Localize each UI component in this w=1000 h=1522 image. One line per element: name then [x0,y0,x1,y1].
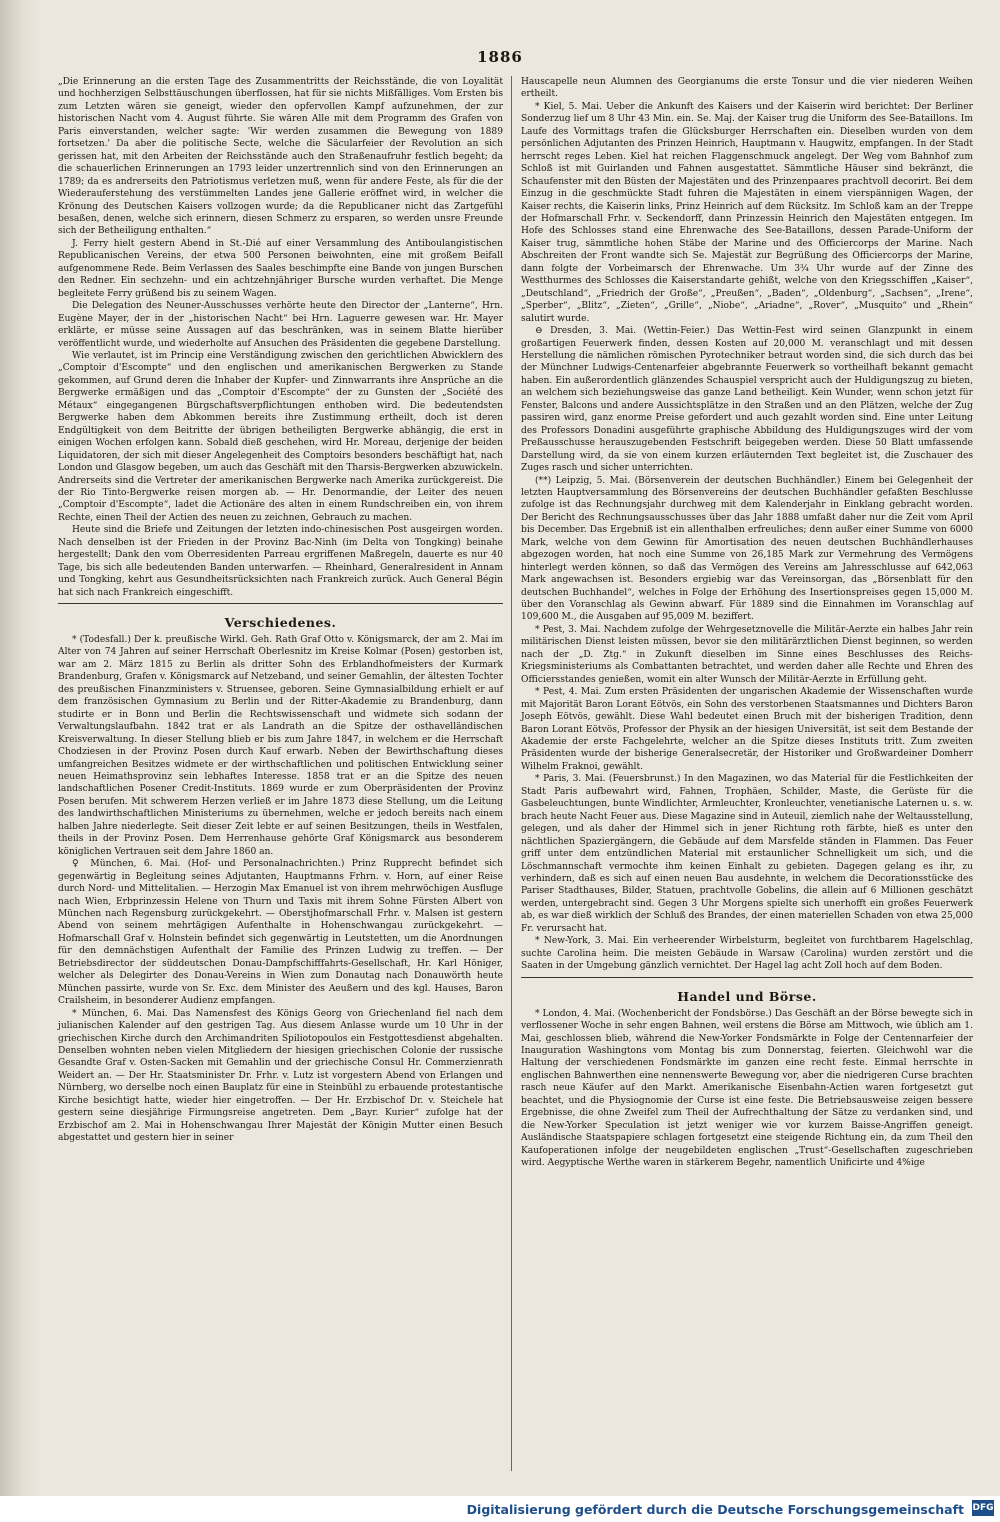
news-item: * Paris, 3. Mai. (Feuersbrunst.) In den Magazinen, wo das Material für die Festlichkeiten der Stadt Paris aufbewahrt wird, Fahnen, Trophäen, Schilder, Maste, die Gerüste für die Gasbeleuchtungen, bunte Windlichter, Armleuchter, Kronleuchter, venetianische Laternen u. s. w. brach heute Nacht Feuer aus. Diese Magazine sind in Auteuil, ziemlich nahe der Weltausstellung, gelegen, und als daher der Himmel sich in jener Richtung roth färbte, hieß es unter den nächtlichen Spaziergängern, die Gebäude auf dem Marsfelde ständen in Flammen. Das Feuer griff unter dem entzündlichen Material mit erstaunlicher Schnelligkeit um sich, und die Löschmannschaft vermochte ihm keinen Einhalt zu gebieten. Dagegen gelang es ihr, zu verhindern, daß es sich auf einen neuen Bau ausdehnte, in welchem die Decorationsstücke des Pariser Stadthauses, Bilder, Statuen, prachtvolle Gobelins, die allein auf 6 Millionen geschätzt werden, untergebracht sind. Gegen 3 Uhr Morgens spielte sich unerhofft ein großes Feuerwerk ab, es war dieß wirklich der Schluß des Brandes, der einen materiellen Schaden von etwa 25,000 Fr. verursacht hat. [521,774,973,934]
news-item: * London, 4. Mai. (Wochenbericht der Fondsbörse.) Das Geschäft an der Börse bewegte sich in verflossener Woche in sehr engen Bahnen, weil erstens die Börse am Mittwoch, wie üblich am 1. Mai, geschlossen blieb, während die New-Yorker Fondsmärkte in Folge der Centennarfeier der Inauguration Washingtons vom Montag bis zum Donnerstag, feierten. Gleichwohl war die Haltung der verschiedenen Fondsmärkte im ganzen eine recht feste. Einmal herrschte in englischen Bahnwerthen eine nennenswerte Bewegung vor, aber die niedrigeren Curse brachten rasch neue Käufer auf den Markt. Amerikanische Eisenbahn-Actien waren fortgesetzt gut beachtet, und die Physiognomie der Curse ist eine feste. Die Betriebsausweise zeigen bessere Ergebnisse, die ohne Zweifel zum Theil der Aufrechthaltung der Sätze zu verdanken sind, und die New-Yorker Speculation ist jetzt weniger wie vor kurzem Baisse-Angriffen geneigt. Ausländische Staatspapiere schlagen fortgesetzt eine steigende Richtung ein, da zum Theil den Kaufoperationen infolge der neugebildeten englischen „Trust“-Gesellschaften zugeschrieben wird. Aegyptische Werthe waren in stärkerem Begehr, namentlich Unificirte und 4%ige [521,1008,973,1169]
article-paragraph: Die Delegation des Neuner-Ausschusses verhörte heute den Director der „Lanterne“, Hrn. Eugène Mayer, der in der „historischen Nacht“ bei Hrn. Laguerre gewesen war. Hr. Mayer erklärte, er müsse seine Aussagen auf das beschränken, was in seinem Blatte hierüber veröffentlicht wurde, und wiederholte auf Ansuchen des Präsidenten die gegebene Darstellung. [58,301,503,349]
dfg-logo-icon[interactable]: DFG [972,1500,994,1516]
news-item: Hauscapelle neun Alumnen des Georgianums die erste Tonsur und die vier niederen Weihen ertheilt. [521,77,973,100]
section-title-verschiedenes: Verschiedenes. [224,615,337,631]
news-item: * Pest, 4. Mai. Zum ersten Präsidenten der ungarischen Akademie der Wissenschaften wurde mit Majorität Baron Lorant Eötvös, ein Sohn des verstorbenen Staatsmannes und Dichters Baron Joseph Eötvös, gewählt. Diese Wahl bedeutet einen Bruch mit der bisherigen Tradition, denn Baron Lorant Eötvös, Professor der Physik an der hiesigen Universität, ist seit dem Bestande der Akademie der erste Fachgelehrte, welcher an die Spitze dieses Instituts tritt. Zum zweiten Präsidenten wurde der bisherige Generalsecretär, der Historiker und Großwardeiner Domherr Wilhelm Fraknoi, gewählt. [521,687,973,772]
section-rule [58,603,503,604]
footer-bar [0,1496,1000,1522]
article-paragraph: „Die Erinnerung an die ersten Tage des Zusammentritts der Reichsstände, die von Loyalität und hochherzigen Selbsttäuschungen überflossen, hat für sie nichts Mißfälliges. Vom Ersten bis zum Letzten wären sie geneigt, wieder den opfervollen Kampf aufzunehmen, der zur historischen Nacht vom 4. August führte. Sie wären Alle mit dem Programm des Grafen von Paris einverstanden, welcher sagte: 'Wir werden zusammen die Bewegung von 1889 fortsetzen.' Da aber die politische Secte, welche die Säcularfeier der Revolution an sich gerissen hat, mit den Arbeiten der Reichsstände auch den Straßenaufruhr festlich begeht; da die schauerlichen Erinnerungen an 1793 leider unzertrennlich sind von den Erinnerungen an 1789; da es andrerseits den Patriotismus verletzen muß, wenn für andere Feste, als für die der Wiederauferstehung des verstümmelten Landes jene Gallerie eröffnet wird, in welcher die Krönung des Deutschen Kaisers vollzogen wurde; da die Republicaner nicht das Zartgefühl besaßen, denen, welche sich erinnern, diesen Schmerz zu ersparen, so werden unsre Freunde sich der Betheiligung enthalten.“ [58,77,503,237]
page-number: 1886 [477,48,523,66]
news-item: * (Todesfall.) Der k. preußische Wirkl. Geh. Rath Graf Otto v. Königsmarck, der am 2. Mai im Alter von 74 Jahren auf seiner Herrschaft Oberlesnitz im Kreise Kolmar (Posen) gestorben ist, war am 2. März 1815 zu Berlin als dritter Sohn des Erblandhofmeisters der Kurmark Brandenburg, Grafen v. Königsmarck auf Netzeband, und seiner Gemahlin, der ältesten Tochter des preußischen Finanzministers v. Struensee, geboren. Seine Gymnasialbildung erhielt er auf dem französischen Gymnasium zu Berlin und der Ritter-Akademie zu Brandenburg, dann studirte er in Bonn und Berlin die Rechtswissenschaft und widmete sich sodann der Verwaltungslaufbahn. 1842 trat er als Landrath an die Spitze der osthavelländischen Kreisverwaltung. In dieser Stellung blieb er bis zum Jahre 1847, in welchem er die Herrschaft Chodziesen in der Provinz Posen durch Kauf erwarb. Neben der Bewirthschaftung dieses umfangreichen Besitzes widmete er der wirthschaftlichen und politischen Entwicklung seiner neuen Heimathsprovinz sein lebhaftes Interesse. 1858 trat er an die Spitze des neuen landschaftlichen Posener Credit-Instituts. 1869 wurde er zum Oberpräsidenten der Provinz Posen berufen. Mit schwerem Herzen verließ er im Jahre 1873 diese Stellung, um die Leitung des landwirthschaftlichen Ministeriums zu übernehmen, welche er jedoch bereits nach einem halben Jahre niederlegte. Seit dieser Zeit lebte er auf seinen Besitzungen, theils in Westfalen, theils in der Provinz Posen. Dem Herrenhause gehörte Graf Königsmarck aus besonderem königlichen Vertrauen seit dem Jahre 1860 an. [58,635,503,857]
left-column [58,76,503,1145]
article-paragraph: Wie verlautet, ist im Princip eine Verständigung zwischen den gerichtlichen Abwicklern des „Comptoir d'Escompte“ und den englischen und amerikanischen Bergwerken zu Stande gekommen, auf Grund deren die Inhaber der Kupfer- und Zinnwarrants ihre Ansprüche an die Bergwerke ermäßigen und das „Comptoir d'Escompte“ der zu Gunsten der „Société des Métaux“ eingegangenen Bürgschaftsverpflichtungen enthoben wird. Die bedeutendsten Bergwerke haben dem Abkommen bereits ihre Zustimmung ertheilt, doch ist deren Endgültigkeit von dem Beitritte der übrigen betheiligten Bergwerke abhängig, die erst in einigen Wochen erfolgen kann. Sobald dieß geschehen, wird Hr. Moreau, derjenige der beiden Liquidatoren, der sich mit dieser Angelegenheit des Comptoirs besonders beschäftigt hat, nach London und Glasgow begeben, um auch das Geschäft mit den Tharsis-Bergwerken abzuwickeln. Andrerseits sind die Vertreter der amerikanischen Bergwerke nach Amerika zurückgereist. Die der Rio Tinto-Bergwerke reisen morgen ab. — Hr. Denormandie, der Leiter des neuen „Comptoir d'Escompte“, ladet die Actionäre des alten in einem Rundschreiben ein, von ihrem Rechte, einen Theil der Actien des neuen zu zeichnen, Gebrauch zu machen. [58,350,503,523]
news-item: * New-York, 3. Mai. Ein verheerender Wirbelsturm, begleitet von furchtbarem Hagelschlag, suchte Carolina heim. Die meisten Gebäude in Warsaw (Carolina) wurden zerstört und die Saaten in der Umgebung gänzlich vernichtet. Der Hagel lag acht Zoll hoch auf dem Boden. [521,936,973,972]
news-item: (**) Leipzig, 5. Mai. (Börsenverein der deutschen Buchhändler.) Einem bei Gelegenheit der letzten Hauptversammlung des Börsenvereins der deutschen Buchhändler gefaßten Beschlusse zufolge ist das Rechnungsjahr durchweg mit dem Kalenderjahr in Einklang gebracht worden. Der Bericht des Rechnungsausschusses über das Jahr 1888 umfaßt daher nur die Zeit vom April bis December. Das Ergebniß ist ein allenthalben erfreuliches; denn außer einer Summe von 6000 Mark, welche von dem Gewinn für Amortisation des neuen deutschen Buchhändlerhauses abgezogen worden, hat noch eine Summe von 26,185 Mark zur Vermehrung des Vermögens hinterlegt werden können, so daß das Vermögen des Vereins am Jahresschlusse auf 642,063 Mark angewachsen ist. Besonders ergiebig war das Vereinsorgan, das „Börsenblatt für den deutschen Buchhandel“, welches in Folge der Erhöhung des Insertionspreises gegen 15,000 M. über den Voranschlag als Gewinn abwarf. Für 1889 sind die Einnahmen im Voranschlag auf 109,600 M., die Ausgaben auf 95,009 M. beziffert. [521,475,973,623]
section-title-handel-und-boerse: Handel und Börse. [677,988,817,1004]
article-paragraph: J. Ferry hielt gestern Abend in St.-Dié auf einer Versammlung des Antiboulangistischen Republicanischen Vereins, der etwa 500 Personen beiwohnten, eine mit großem Beifall aufgenommene Rede. Beim Verlassen des Saales beschimpfte eine Bande von jungen Burschen den Redner. Ein sechzehn- und ein achtzehnjähriger Bursche wurden verhaftet. Die Menge begleitete Ferry grüßend bis zu seinem Wagen. [58,238,503,299]
news-item: ⊖ Dresden, 3. Mai. (Wettin-Feier.) Das Wettin-Fest wird seinen Glanzpunkt in einem großartigen Feuerwerk finden, dessen Kosten auf 20,000 M. veranschlagt und mit dessen Herstellung die nämlichen römischen Pyrotechniker betraut worden sind, die sich durch das bei der Münchner Ludwigs-Centenarfeier abgebrannte Feuerwerk so vortheilhaft bekannt gemacht haben. Ein außerordentlich glänzendes Schauspiel verspricht auch der Huldigungszug zu bieten, an welchem sich beziehungsweise das ganze Land betheiligt. Kein Wunder, wenn schon jetzt für Fenster, Balcons und andere Aussichtsplätze in den Straßen und an den Plätzen, welche der Zug passiren wird, ganz enorme Preise gefordert und auch gezahlt worden sind. Eine unter Leitung des Professors Donadini ausgeführte graphische Abbildung des Huldigungszuges wird der vom Preßausschusse herauszugebenden Festschrift beigegeben werden. Diese 50 Blatt umfassende Darstellung wird, da sie von einem kurzen erläuternden Text begleitet ist, die Zuschauer des Zuges rasch und sicher unterrichten. [521,326,973,474]
right-column [521,76,973,1170]
news-item: ♀ München, 6. Mai. (Hof- und Personalnachrichten.) Prinz Rupprecht befindet sich gegenwärtig in Begleitung seines Adjutanten, Hauptmanns Frhrn. v. Horn, auf einer Reise durch Nord- und Mittelitalien. — Herzogin Max Emanuel ist von ihrem mehrwöchigen Ausfluge nach Wien, Erbprinzessin Helene von Thurn und Taxis mit ihrem Sohne Fürsten Albert von München nach Regensburg zurückgekehrt. — Oberstjhofmarschall Frhr. v. Malsen ist gestern Abend von seinem mehrtägigen Aufenthalte in Hohenschwangau zurückgekehrt. — Hofmarschall Graf v. Holnstein befindet sich gegenwärtig in Leutstetten, um die Anordnungen für den demnächstigen Aufenthalt der Familie des Prinzen Ludwig zu treffen. — Der Betriebsdirector der süddeutschen Donau-Dampfschifffahrts-Gesellschaft, Hr. Karl Höniger, welcher als Delegirter des Donau-Vereins in Wien zum Donautag nach Donauwörth heute München passirte, wurde von Sr. Exc. dem Minister des Aeußern und des kgl. Hauses, Baron Crailsheim, in besonderer Audienz empfangen. [58,859,503,1007]
news-item: * München, 6. Mai. Das Namensfest des Königs Georg von Griechenland fiel nach dem julianischen Kalender auf den gestrigen Tag. Aus diesem Anlasse wurde um 10 Uhr in der griechischen Kirche durch den Archimandriten Spiliotopoulos ein Festgottesdienst abgehalten. Denselben wohnten neben vielen Mitgliedern der hiesigen griechischen Colonie der russische Gesandte Graf v. Osten-Sacken mit Gemahlin und der griechische Consul Hr. Commerzienrath Weidert an. — Der Hr. Staatsminister Dr. Frhr. v. Lutz ist vorgestern Abend von Erlangen und Nürnberg, wo derselbe noch einen Bauplatz für eine in Steinbühl zu erbauende protestantische Kirche besichtigt hatte, wieder hier eingetroffen. — Der Hr. Erzbischof Dr. v. Steichele hat gestern seine diesjährige Firmungsreise angetreten. Dem „Bayr. Kurier“ zufolge hat der Erzbischof am 2. Mai in Hohenschwangau Ihrer Majestät der Königin Mutter einen Besuch abgestattet und gestern hier in seiner [58,1008,503,1144]
funding-credit[interactable]: Digitalisierung gefördert durch die Deutsche Forschungsgemeinschaft [466,1502,964,1517]
column-divider [511,76,512,1471]
page-fold-shadow [0,0,40,1522]
news-item: * Pest, 3. Mai. Nachdem zufolge der Wehrgesetznovelle die Militär-Aerzte ein halbes Jahr rein militärischen Dienst leisten müssen, bevor sie den militärärztlichen Dienst beginnen, so werden nach der „D. Ztg.“ in Zukunft dieselben im Sinne eines Beschlusses des Reichs-Kriegsministeriums als Combattanten betrachtet, und werden daher alle Rechte und Ehren des Officiersstandes genießen, womit ein alter Wunsch der Militär-Aerzte in Erfüllung geht. [521,624,973,685]
article-paragraph: Heute sind die Briefe und Zeitungen der letzten indo-chinesischen Post ausgeirgen worden. Nach denselben ist der Frieden in der Provinz Bac-Ninh (im Delta von Tongking) beinahe hergestellt; Dank den vom Oberresidenten Parreau ergriffenen Maßregeln, dauerte es nur 40 Tage, bis sich alle bedeutenden Banden unterwarfen. — Rheinhard, Generalresident in Annam und Tongking, kehrt aus Gesundheitsrücksichten nach Frankreich zurück. Auch General Bégin hat sich nach Frankreich eingeschifft. [58,525,503,598]
section-rule [521,977,973,978]
news-item: * Kiel, 5. Mai. Ueber die Ankunft des Kaisers und der Kaiserin wird berichtet: Der Berliner Sonderzug lief um 8 Uhr 43 Min. ein. Se. Maj. der Kaiser trug die Uniform des See-Bataillons. Im Laufe des Vormittags trafen die Glücksburger Herrschaften ein. Dieselben wurden von dem persönlichen Adjutanten des Prinzen Heinrich, Hauptmann v. Haugwitz, empfangen. In der Stadt herrscht reges Leben. Kiel hat reichen Flaggenschmuck angelegt. Der Weg vom Bahnhof zum Schloß ist mit Guirlanden und Fahnen ausgestattet. Sämmtliche Häuser sind bekränzt, die Schaufenster mit den Büsten der Majestäten und des Prinzenpaares prachtvoll decorirt. Bei dem Einzug in die geschmückte Stadt fuhren die Majestäten in einem vierspännigen Wagen, der Kaiser rechts, die Kaiserin links, Prinz Heinrich auf dem Rücksitz. Im Schloß kam an der Treppe der Hofmarschall Frhr. v. Seckendorff, dann Prinzessin Heinrich den Majestäten entgegen. Im Hofe des Schlosses stand eine Ehrenwache des See-Bataillons, dessen Parade-Uniform der Kaiser trug, sämmtliche hohen Stäbe der Marine und des Officiercorps der Marine. Nach Abschreiten der Front wandte sich Se. Majestät zur Begrüßung des Officiercorps der Marine, dann folgte der Vorbeimarsch der Ehrenwache. Um 3¾ Uhr wurde auf der Zinne des Westthurmes des Schlosses die Kaiserstandarte gehißt, welche von den Kriegsschiffen „Kaiser“, „Deutschland“, „Friedrich der Große“, „Preußen“, „Baden“, „Oldenburg“, „Sachsen“, „Irene“, „Sperber“, „Blitz“, „Zieten“, „Grille“, „Niobe“, „Ariadne“, „Rover“, „Musquito“ und „Rhein“ salutirt wurde. [521,101,973,324]
